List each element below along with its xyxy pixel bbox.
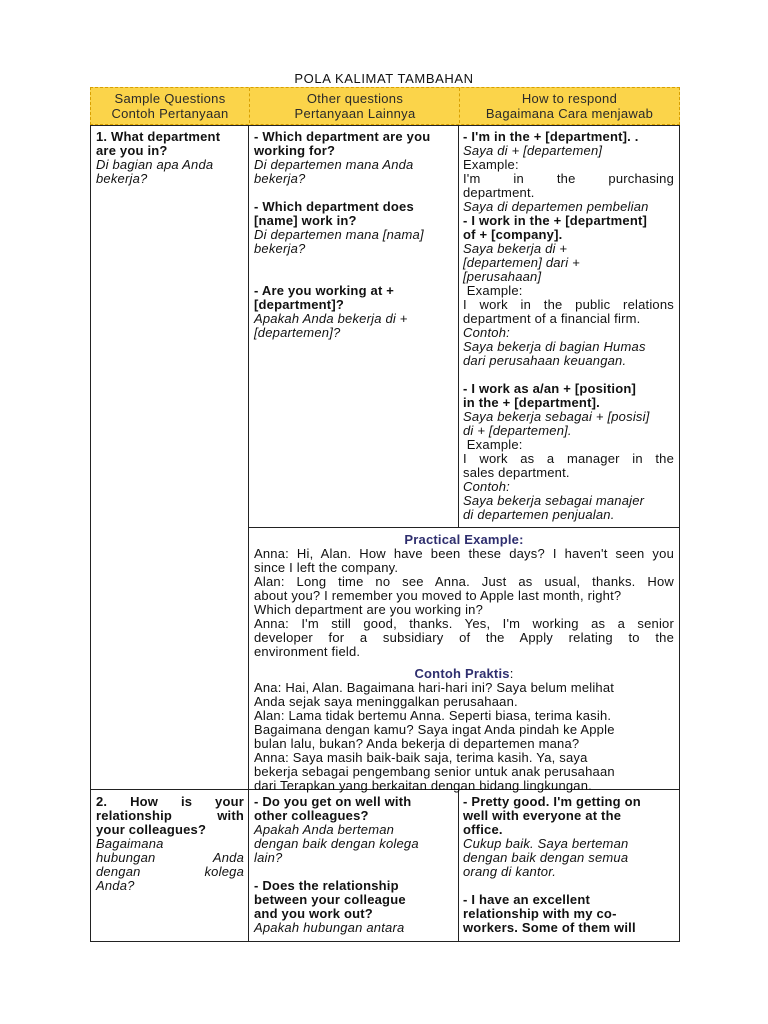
dialogue-line: Alan: Long time no see Anna. Just as usual, thanks. How (254, 574, 674, 589)
question-en: your colleagues? (96, 822, 207, 837)
example-label: Example: (463, 157, 519, 172)
header-divider (459, 88, 460, 123)
other-question-en: other colleagues? (254, 808, 369, 823)
other-question-en: - Which department are you (254, 129, 431, 144)
example-label: Example: (463, 437, 523, 452)
other-question-id: Apakah hubungan antara (254, 920, 405, 935)
other-question-en: between your colleague (254, 892, 406, 907)
response-en: of + [company]. (463, 227, 563, 242)
dialogue-line: Anna: I'm still good, thanks. Yes, I'm working as a senior (254, 616, 674, 631)
column-divider (458, 125, 459, 528)
example-en: I work as a manager in the (463, 451, 674, 466)
example-en: I'm in the purchasing (463, 171, 674, 186)
header-label-id: Pertanyaan Lainnya (294, 106, 416, 121)
row2-responses (463, 795, 674, 935)
example-id: di departemen penjualan. (463, 507, 615, 522)
response-en: - I work as a/an + [position] (463, 381, 637, 396)
question-en: are you in? (96, 143, 168, 158)
header-label-en: Other questions (306, 91, 404, 106)
contoh-praktis-label: Contoh Praktis (414, 666, 510, 681)
question-id: bekerja? (96, 171, 148, 186)
dialogue-line: Which department are you working in? (254, 602, 484, 617)
response-id: Saya di + [departemen] (463, 143, 603, 158)
example-id: Saya bekerja di bagian Humas (463, 339, 646, 354)
question-en: 2. How is your (96, 794, 244, 809)
row-divider (248, 527, 680, 528)
other-question-en: [department]? (254, 297, 344, 312)
question-id: hubungan Anda (96, 850, 244, 865)
row2-sample-question (96, 795, 244, 893)
other-question-id: dengan baik dengan kolega (254, 836, 419, 851)
response-en: in the + [department]. (463, 395, 600, 410)
other-question-id: Di departemen mana Anda (254, 157, 414, 172)
row2-other-questions (254, 795, 454, 935)
other-question-id: bekerja? (254, 241, 306, 256)
table-header (90, 87, 680, 125)
example-en: I work in the public relations (463, 297, 674, 312)
response-id: Saya bekerja di + (463, 241, 568, 256)
question-id: Bagaimana (96, 836, 164, 851)
dialogue-line: dari Terapkan yang berkaitan dengan bidang lingkungan. (254, 778, 592, 793)
dialogue-line: Ana: Hai, Alan. Bagaimana hari-hari ini? Saya belum melihat (254, 680, 615, 695)
response-en: - I have an excellent (463, 892, 591, 907)
other-question-en: - Does the relationship (254, 878, 399, 893)
dialogue-line: about you? I remember you moved to Apple last month, right? (254, 588, 622, 603)
column-divider (458, 790, 459, 942)
other-question-en: and you work out? (254, 906, 373, 921)
header-label-id: Contoh Pertanyaan (111, 106, 229, 121)
row1-other-questions (254, 130, 454, 340)
other-question-id: bekerja? (254, 171, 306, 186)
header-label-en: Sample Questions (114, 91, 226, 106)
response-en: workers. Some of them will (463, 920, 636, 935)
other-question-en: working for? (254, 143, 336, 158)
response-id: Saya bekerja sebagai + [posisi] (463, 409, 650, 424)
dialogue-line: Anda sejak saya meninggalkan perusahaan. (254, 694, 518, 709)
header-sample-questions (91, 88, 249, 126)
practical-example (254, 533, 674, 793)
dialogue-line: Anna: Hi, Alan. How have been these days? I haven't seen you (254, 546, 674, 561)
row1-responses (463, 130, 674, 522)
dialogue-line: Bagaimana dengan kamu? Saya ingat Anda pindah ke Apple (254, 722, 615, 737)
other-question-id: Apakah Anda bekerja di + (254, 311, 408, 326)
dialogue-line: environment field. (254, 644, 361, 659)
column-divider (248, 125, 249, 942)
other-question-en: - Which department does (254, 199, 414, 214)
header-divider (249, 88, 250, 123)
other-question-id: [departemen]? (254, 325, 341, 340)
example-id: dari perusahaan keuangan. (463, 353, 627, 368)
response-en: - I'm in the + [department]. . (463, 129, 639, 144)
dialogue-line: developer for a subsidiary of the Apply relating to the (254, 630, 674, 645)
contoh-praktis-heading (254, 667, 674, 681)
other-question-en: - Are you working at + (254, 283, 395, 298)
contoh-praktis-colon: : (509, 666, 514, 681)
header-how-to-respond (461, 88, 678, 126)
question-id: Di bagian apa Anda (96, 157, 214, 172)
header-label-en: How to respond (521, 91, 618, 106)
dialogue-line: Anna: Saya masih baik-baik saja, terima kasih. Ya, saya (254, 750, 588, 765)
other-question-en: [name] work in? (254, 213, 357, 228)
example-en: department of a financial firm. (463, 311, 641, 326)
response-en: relationship with my co- (463, 906, 617, 921)
example-label: Example: (463, 283, 523, 298)
contoh-label: Contoh: (463, 479, 510, 494)
example-en: sales department. (463, 465, 570, 480)
example-id: Saya bekerja sebagai manajer (463, 493, 645, 508)
question-id: Anda? (96, 878, 135, 893)
page-title: POLA KALIMAT TAMBAHAN (294, 71, 474, 86)
example-en: department. (463, 185, 535, 200)
response-id: [perusahaan] (463, 269, 542, 284)
response-id: di + [departemen]. (463, 423, 572, 438)
dialogue-line: bulan lalu, bukan? Anda bekerja di departemen mana? (254, 736, 580, 751)
response-en: - Pretty good. I'm getting on (463, 794, 641, 809)
other-question-id: Apakah Anda berteman (254, 822, 395, 837)
contoh-label: Contoh: (463, 325, 510, 340)
response-id: [departemen] dari + (463, 255, 580, 270)
response-en: well with everyone at the (463, 808, 622, 823)
dialogue-line: Alan: Lama tidak bertemu Anna. Seperti biasa, terima kasih. (254, 708, 612, 723)
header-label-id: Bagaimana Cara menjawab (485, 106, 654, 121)
dialogue-line: bekerja sebagai pengembang senior untuk anak perusahaan (254, 764, 615, 779)
question-en: relationship with (96, 808, 244, 823)
row1-sample-question (96, 130, 244, 186)
question-id: dengan kolega (96, 864, 244, 879)
header-other-questions (251, 88, 459, 126)
response-id: Cukup baik. Saya berteman (463, 836, 629, 851)
response-id: orang di kantor. (463, 864, 557, 879)
other-question-id: Di departemen mana [nama] (254, 227, 424, 242)
other-question-en: - Do you get on well with (254, 794, 412, 809)
response-en: - I work in the + [department] (463, 213, 648, 228)
example-id: Saya di departemen pembelian (463, 199, 649, 214)
other-question-id: lain? (254, 850, 283, 865)
question-en: 1. What department (96, 129, 221, 144)
dialogue-line: since I left the company. (254, 560, 399, 575)
response-id: dengan baik dengan semua (463, 850, 629, 865)
practical-example-heading: Practical Example: (404, 532, 524, 547)
response-en: office. (463, 822, 503, 837)
